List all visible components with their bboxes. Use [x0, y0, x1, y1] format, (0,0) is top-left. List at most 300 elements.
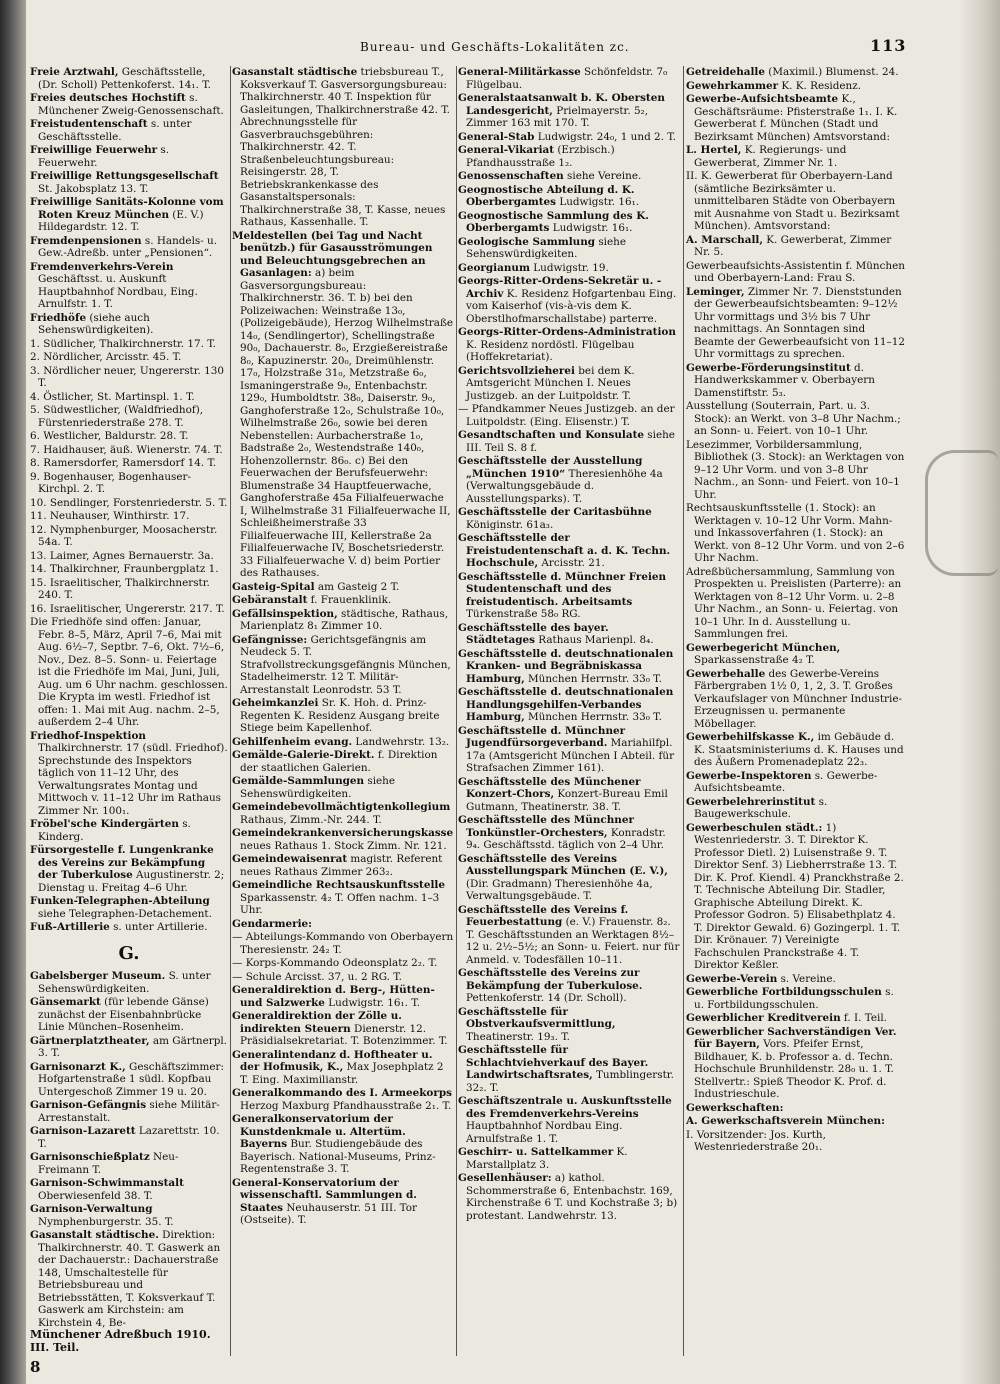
entry-heading: Geschäftsstelle d. Münchner Freien Studentenschaft und des freistudentisch. Arbeitsamts: [458, 570, 667, 608]
entry-heading: Geognostische Sammlung des K. Oberbergamts: [458, 209, 649, 234]
entry-heading: Freiwillige Sanitäts-Kolonne vom Roten Kreuz München: [30, 196, 224, 221]
entry-heading: Gewerbelehrerinstitut: [686, 795, 816, 808]
directory-entry: [458, 1172, 680, 1222]
directory-entry: [686, 986, 906, 1011]
entry-text: Arcisstr. 21.: [538, 557, 605, 569]
entry-heading: General-Vikariat: [458, 144, 555, 156]
entry-text: (e. V.) Frauenstr. 8₂. T. Geschäftsstunden an Werktagen 8½–12 u. 2½–5½; an Sonn- u. Feiert. nur für Anmeld. v. Todesfällen 10–11.: [466, 916, 680, 966]
directory-entry: [458, 66, 680, 91]
entry-text: (siehe auch Sehenswürdigkeiten).: [38, 311, 154, 336]
entry-text: (Dir. Gradmann) Theresienhöhe 4a, Verwaltungsgebäude. T.: [466, 877, 653, 902]
entry-text: s. Handels- u. Gew.-Adreßb. unter „Pensionen“.: [38, 234, 218, 259]
entry-text: siehe Sehenswürdigkeiten.: [240, 775, 396, 800]
directory-entry: [232, 775, 454, 800]
entry-heading: L. Hertel,: [686, 144, 742, 156]
entry-heading: Geologische Sammlung: [458, 235, 596, 248]
directory-entry: [458, 365, 680, 403]
entry-heading: Gemeindebevollmächtigtenkollegium: [232, 801, 451, 813]
entry-text: München Herrnstr. 33₀ T.: [524, 711, 662, 723]
entry-text: siehe Sehenswürdigkeiten.: [466, 235, 626, 260]
directory-entry: [458, 853, 680, 903]
entry-text: K., Geschäftsräume: Pfisterstraße 1₁. I. K. Gewerberat f. München (Stadt und Bezirksamt München) Amtsvorstand:: [694, 93, 898, 143]
directory-entry: [30, 1177, 228, 1202]
entry-heading: Gewerkschaften:: [686, 1101, 784, 1114]
directory-entry: [458, 1044, 680, 1094]
entry-heading: Genossenschaften: [458, 170, 564, 182]
entry-text: Schönfeldstr. 7₀ Flügelbau.: [466, 66, 668, 91]
directory-entry: [686, 1026, 906, 1101]
paper-clip: [925, 450, 998, 576]
entry-heading: Freistudentenschaft: [30, 118, 148, 130]
entry-text: s. Vereine.: [777, 972, 836, 985]
directory-entry: [458, 506, 680, 531]
entry-text: 1) Westenriederstr. 3. T. Direktor K. Professor Dietl. 2) Luisenstraße 9. T. Direktor Senf. 3) Liebherrstraße 13. T. Dir. K. Prof. Kiendl. 4) Pranckhstraße 2. T. Technische Abteilung Dir. Stadler, Graphische Abteilung Direkt. K. Professor Godron. 5) Elisabethplatz 4. T. Direktor Gewald. 6) Gozingerpl. 1. T. Dir. Krönauer. 7) Vereinigte Fachschulen Pranckstraße 4. T. Direktor Keßler.: [694, 821, 904, 971]
entry-heading: Fuß-Artillerie: [30, 921, 110, 933]
directory-entry: [30, 895, 228, 920]
entry-text: Neu-Freimann T.: [38, 1151, 179, 1176]
book-binding: [0, 0, 26, 1384]
directory-entry: [30, 524, 228, 549]
column-divider: [230, 66, 231, 1356]
entry-text: 16. Israelitischer, Ungererstr. 217. T.: [30, 602, 225, 615]
entry-heading: Gabelsberger Museum.: [30, 970, 166, 982]
entry-heading: Gehilfenheim evang.: [232, 735, 353, 748]
entry-heading: Geschäftszentrale u. Auskunftsstelle des Fremdenverkehrs-Vereins: [458, 1095, 672, 1120]
directory-entry: [686, 234, 906, 259]
entry-heading: Fröbel'sche Kindergärten: [30, 818, 179, 830]
entry-text: S. unter Sehenswürdigkeiten.: [38, 970, 211, 995]
entry-heading: Gewerbeschulen städt.:: [686, 821, 823, 834]
entry-text: — Korps-Kommando Odeonsplatz 2₂. T.: [232, 957, 438, 969]
entry-text: Oberwiesenfeld 38. T.: [38, 1189, 153, 1202]
directory-entry: [686, 1102, 906, 1115]
signature-mark: 8: [30, 1358, 41, 1376]
directory-entry: [30, 818, 228, 843]
entry-text: siehe III. Teil S. 8 f.: [466, 429, 675, 454]
directory-entry: [30, 404, 228, 429]
directory-entry: [232, 827, 454, 852]
entry-text: Ludwigstr. 19.: [529, 261, 609, 274]
entry-text: Augustinerstr. 2; Dienstag u. Freitag 4–6 Uhr.: [38, 869, 225, 894]
entry-heading: Gasanstalt städtische: [232, 66, 358, 78]
entry-text: im Gebäude d. K. Staatsministeriums d. K. Hauses und des Äußern Promenadeplatz 22₃.: [694, 731, 904, 768]
entry-text: I. Vorsitzender: Jos. Kurth, Westenriederstraße 20₁.: [686, 1128, 826, 1153]
entry-text: Tumblingerstr. 32₂. T.: [466, 1069, 674, 1094]
entry-text: München Herrnstr. 33₀ T.: [524, 672, 662, 685]
directory-entry: [686, 144, 906, 169]
entry-text: Ludwigstr. 16₁.: [549, 222, 633, 234]
directory-entry: [30, 1099, 228, 1124]
entry-text: Herzog Maxburg Pfandhausstraße 2₁. T.: [240, 1099, 452, 1112]
entry-heading: Gewerbe-Verein: [686, 972, 778, 985]
directory-entry: [30, 1203, 228, 1228]
directory-entry: [232, 697, 454, 735]
entry-heading: Gefällsinspektion,: [232, 607, 338, 620]
directory-entry: [232, 931, 454, 956]
entry-text: (Erzbisch.) Pfandhausstraße 1₂.: [466, 144, 615, 169]
entry-text: Thalkirchnerstr. 17 (südl. Friedhof). Sprechstunde des Inspektors täglich von 11–12 Uhr, des Verwaltungsrates Montag und Mittwoch v. 11–12 Uhr im Rathaus Zimmer Nr. 100₁.: [38, 742, 228, 817]
entry-heading: Gebäranstalt: [232, 594, 308, 606]
entry-text: 6. Westlicher, Baldurstr. 28. T.: [30, 430, 189, 442]
entry-text: siehe Telegraphen-Detachement.: [38, 907, 212, 920]
entry-heading: General-Militärkasse: [458, 66, 581, 78]
entry-heading: Freies deutsches Hochstift: [30, 92, 186, 104]
directory-entry: [458, 236, 680, 261]
entry-text: d. Handwerkskammer v. Oberbayern Damenstiftstr. 5₃.: [694, 361, 875, 399]
directory-entry: [232, 1010, 454, 1048]
entry-text: — Abteilungs-Kommando von Oberbayern Theresienstr. 24₂ T.: [232, 931, 454, 956]
entry-text: K. Regierungs- und Gewerberat, Zimmer Nr. 1.: [694, 144, 847, 169]
directory-entry: [30, 996, 228, 1034]
entry-heading: Gewerbe-Inspektoren: [686, 769, 812, 782]
directory-entry: [686, 502, 906, 565]
directory-entry: [458, 622, 680, 647]
directory-entry: [30, 1229, 228, 1329]
entry-text: Mariahilfpl. 17a (Amtsgericht München I Abteil. für Strafsachen Zimmer 161).: [466, 737, 675, 774]
entry-text: f. Frauenklinik.: [307, 594, 392, 606]
directory-entry: [30, 457, 228, 470]
entry-text: Neuhauserstr. 51 III. Tor (Ostseite). T.: [240, 1201, 418, 1226]
entry-heading: Gefängnisse:: [232, 633, 308, 646]
entry-heading: Gerichtsvollzieherei: [458, 364, 575, 377]
directory-entry: [458, 262, 680, 275]
entry-text: Rechtsauskunftsstelle (1. Stock): an Werktagen v. 10–12 Uhr Vorm. Mahn- und Inkassoverfahren (1. Stock): an Werkt. von 8–12 Uhr Vorm. und von 2–6 Uhr Nachm.: [686, 502, 905, 564]
entry-text: 8. Ramersdorfer, Ramersdorf 14. T.: [30, 457, 217, 469]
directory-entry: [458, 326, 680, 364]
entry-heading: Gewerbehalle: [686, 667, 766, 680]
directory-entry: [30, 92, 228, 117]
entry-text: s. Münchener Zweig-Genossenschaft.: [38, 92, 224, 117]
entry-heading: Gewerbehilfskasse K.,: [686, 731, 815, 743]
entry-heading: Freiwillige Feuerwehr: [30, 144, 158, 156]
directory-entry: [232, 1177, 454, 1227]
entry-heading: General-Stab: [458, 130, 535, 143]
directory-entry: [458, 1095, 680, 1145]
entry-text: städtische, Rathaus, Marienplatz 8₁ Zimmer 10.: [240, 607, 449, 632]
page-number: 113: [870, 36, 907, 55]
entry-text: Lazarettstr. 10. T.: [38, 1125, 220, 1150]
entry-heading: Garnison-Verwaltung: [30, 1203, 153, 1215]
directory-entry: [232, 879, 454, 917]
entry-heading: Gemälde-Galerie-Direkt.: [232, 749, 375, 761]
directory-entry: [686, 286, 906, 361]
directory-entry: [30, 170, 228, 195]
entry-heading: Generalstaatsanwalt b. K. Obersten Landesgericht,: [458, 92, 665, 117]
directory-entry: [686, 170, 906, 233]
entry-heading: Gesellenhäuser:: [458, 1172, 552, 1184]
entry-text: Geschäftszimmer: Hofgartenstraße 1 südl. Kopfbau Untergeschoß Zimmer 19 u. 20.: [38, 1060, 224, 1098]
entry-text: 15. Israelitischer, Thalkirchnerstr. 240. T.: [30, 576, 210, 601]
entry-text: Landwehrstr. 13₂.: [352, 735, 450, 748]
directory-entry: [30, 921, 228, 934]
entry-text: s. Feuerwehr.: [38, 144, 170, 169]
entry-text: Die Friedhöfe sind offen: Januar, Febr. 8–5, März, April 7–6, Mai mit Aug. 6½–7, Septbr. 7–6, Okt. 7½–6, Nov., Dez. 8–5. Sonn- u. Feiertage ist die Friedhöfe im Mai, Juni, Juli, Aug. um 6 Uhr nachm. geschlossen. Die Krypta im westl. Friedhof ist offen: 1. Mai mit Aug. nachm. 2–5, außerdem 2–4 Uhr.: [30, 616, 228, 728]
entry-text: — Schule Arcisst. 37, u. 2 RG. T.: [232, 970, 402, 983]
entry-heading: Gemeindewaisenrat: [232, 853, 348, 865]
entry-heading: Gewerblicher Kreditverein: [686, 1012, 841, 1024]
entry-text: s. Kinderg.: [38, 818, 191, 843]
entry-heading: Generalintendanz d. Hoftheater u. der Hofmusik, K.,: [232, 1048, 433, 1073]
directory-entry: [30, 430, 228, 443]
entry-text: K. K. Residenz.: [778, 79, 862, 92]
entry-text: Ausstellung (Souterrain, Part. u. 3. Stock): an Werkt. von 3–8 Uhr Nachm.; an Sonn- u. Feiert. von 10–1 Uhr.: [686, 400, 901, 437]
entry-heading: Geschäftsstelle d. deutschnationalen Handlungsgehilfen-Verbandes Hamburg,: [458, 686, 674, 723]
entry-text: 9. Bogenhauser, Bogenhauser-Kirchpl. 2. T.: [30, 470, 192, 495]
directory-entry: [458, 275, 680, 325]
column-3: [458, 66, 680, 1223]
entry-text: Geschäftsst. u. Auskunft Hauptbahnhof Nordbau, Eing. Arnulfstr. 1. T.: [38, 273, 198, 310]
entry-heading: Georgianum: [458, 261, 530, 274]
directory-entry: [686, 1115, 906, 1128]
entry-text: s. unter Geschäftsstelle.: [38, 118, 192, 143]
entry-heading: Geschäftsstelle für Obstverkaufsvermittlung,: [458, 1005, 616, 1030]
directory-entry: [30, 577, 228, 602]
entry-heading: Gendarmerie:: [232, 917, 312, 930]
entry-text: Königinstr. 61a₃.: [466, 518, 554, 531]
entry-heading: Friedhöfe: [30, 311, 87, 324]
entry-text: am Gasteig 2 T.: [314, 580, 400, 593]
directory-entry: [30, 510, 228, 523]
entry-heading: Gewerbe-Aufsichtsbeamte: [686, 93, 839, 105]
directory-entry: [30, 1151, 228, 1176]
directory-entry: [686, 822, 906, 972]
directory-entry: [232, 1113, 454, 1176]
directory-entry: [30, 471, 228, 496]
directory-entry: [232, 1087, 454, 1112]
entry-heading: Georgs-Ritter-Ordens-Sekretär u. -Archiv: [458, 275, 662, 300]
entry-text: St. Jakobsplatz 13. T.: [38, 182, 149, 195]
entry-text: s. u. Fortbildungsschulen.: [694, 986, 894, 1011]
entry-heading: Fremdenverkehrs-Verein: [30, 260, 174, 273]
directory-entry: [458, 1006, 680, 1044]
entry-text: siehe Militär-Arrestanstalt.: [38, 1099, 220, 1124]
directory-entry: [458, 776, 680, 814]
entry-heading: A. Gewerkschaftsverein München:: [686, 1115, 885, 1127]
entry-heading: Gewerblicher Sachverständigen Ver. für Bayern,: [686, 1025, 897, 1050]
entry-heading: Geognostische Abteilung d. K. Oberbergamtes: [458, 183, 635, 208]
entry-text: s. Gewerbe-Aufsichtsbeamte.: [694, 769, 878, 794]
column-4: [686, 66, 906, 1155]
directory-entry: [232, 957, 454, 970]
entry-text: Vors. Pfeifer Ernst, Bildhauer, K. b. Professor a. d. Techn. Hochschule Brunhildenstr. 28₀ u. 1. T. Stellvertr.: Spieß Theodor K. Prof. d. Industrieschule.: [694, 1038, 894, 1100]
directory-entry: [458, 455, 680, 505]
section-letter: G.: [118, 942, 140, 964]
directory-entry: [686, 400, 906, 438]
entry-text: Türkenstraße 58₀ RG.: [466, 608, 581, 620]
entry-heading: Gewerbliche Fortbildungsschulen: [686, 986, 882, 998]
directory-entry: [458, 184, 680, 209]
entry-heading: Garnison-Gefängnis: [30, 1099, 147, 1111]
entry-text: Theatinerstr. 19₃. T.: [466, 1030, 570, 1043]
entry-text: Direktion: Thalkirchnerstr. 40. T. Gaswerk an der Dachauerstr.: Dachauerstraße 148, Umschaltestelle für Betriebsbureau und Betriebsstätten, T. Koksverkauf T. Gaswerk am Kirchstein: am Kirchstein 4, Be-: [38, 1229, 221, 1329]
directory-entry: [458, 532, 680, 570]
entry-heading: Georgs-Ritter-Ordens-Administration: [458, 326, 676, 338]
entry-text: s. Baugewerkschule.: [694, 795, 828, 820]
directory-entry: [30, 144, 228, 169]
directory-entry: [232, 749, 454, 774]
entry-text: Zimmer Nr. 7. Dienststunden der Gewerbeaufsichtsbeamten: 9–12½ Uhr vormittags und 3½ bis 7 Uhr nachmittags. An Sonntagen sind Beamte der Gewerbeaufsicht von 11–12 Uhr vormittags zu sprechen.: [694, 285, 905, 360]
entry-text: 10. Sendlinger, Forstenriederstr. 5. T.: [30, 496, 228, 509]
entry-heading: Geschäftsstelle des Vereins Ausstellungspark München (E. V.),: [458, 852, 668, 877]
entry-heading: Gemälde-Sammlungen: [232, 775, 365, 787]
entry-text: Konzert-Bureau Emil Gutmann, Theatinerstr. 38. T.: [466, 788, 668, 813]
entry-text: a) kathol. Schommerstraße 6, Entenbachstr. 169, Kirchenstraße 6 T. und Kochstraße 3; b) protestant. Landwehrstr. 13.: [466, 1172, 678, 1222]
directory-entry: [686, 439, 906, 502]
entry-text: 7. Haidhauser, äuß. Wienerstr. 74. T.: [30, 443, 223, 456]
directory-entry: [686, 796, 906, 821]
entry-heading: Gewehrkammer: [686, 79, 779, 92]
directory-entry: [30, 603, 228, 616]
entry-heading: Gärtnerplatztheater,: [30, 1034, 150, 1047]
entry-text: 1. Südlicher, Thalkirchnerstr. 17. T.: [30, 337, 216, 350]
directory-entry: [232, 801, 454, 826]
entry-heading: Generaldirektion der Zölle u. indirekten Steuern: [232, 1010, 402, 1035]
entry-heading: Fürsorgestelle f. Lungenkranke des Vereins zur Bekämpfung der Tuberkulose: [30, 844, 214, 881]
entry-heading: Freie Arztwahl,: [30, 66, 119, 78]
entry-text: 3. Nördlicher neuer, Ungererstr. 130 T.: [30, 364, 224, 389]
entry-text: Ludwigstr. 16₁. T.: [324, 996, 420, 1009]
entry-text: a) beim Gasversorgungsbureau: Thalkirchnerstr. 36. T. b) bei den Polizeiwachen: Weinstraße 13₀, (Polizeigebäude), Herzog Wilhelmstraße 14₀, (Sendlingertor), Schellingstraße 90₀, Dachauerstr. 8₀, Erzgießereistraße 8₀, Kapuzinerstr. 20₀, Dreimühlenstr. 17₀, Holzstraße 31₀, Metzstraße 6₀, Ismaningerstraße 9₀, Entenbachstr. 129₀, Humboldtstr. 38₀, Daiserstr. 9₀, Ganghoferstraße 12₀, Schulstraße 10₀, Wilhelmstraße 26₀, sowie bei deren Nebenstellen: Aurbacherstraße 1₀, Badstraße 2₀, Westendstraße 140₀, Hohenzollernstr. 86₀. c) Bei den Feuerwachen der Berufsfeuerwehr: Blumenstraße 34 Hauptfeuerwache, Ganghoferstraße 45a Filialfeuerwache I, Wilhelmstraße 31 Filialfeuerwache II, Schleißheimerstraße 33 Filialfeuerwache III, Kellerstraße 2a Filialfeuerwache IV, Boschetsriederstr. 33 Filialfeuerwache V. d) beim Portier des Rathauses.: [240, 267, 454, 579]
directory-entry: [232, 918, 454, 931]
entry-heading: Leminger,: [686, 285, 745, 298]
directory-entry: [232, 1049, 454, 1087]
directory-entry: [232, 971, 454, 984]
directory-entry: [686, 668, 906, 731]
entry-text: Rathaus Marienpl. 8₄.: [534, 634, 654, 646]
entry-heading: Gewerbe-Förderungsinstitut: [686, 361, 851, 374]
entry-heading: Geschäftsstelle des Münchner Tonkünstler-Orchesters,: [458, 814, 634, 839]
directory-entry: [30, 351, 228, 364]
entry-heading: Funken-Telegraphen-Abteilung: [30, 895, 210, 907]
directory-entry: [458, 1146, 680, 1171]
directory-entry: [30, 365, 228, 390]
entry-text: Ludwigstr. 24₀, 1 und 2. T.: [534, 130, 676, 143]
entry-text: K. Gewerberat, Zimmer Nr. 5.: [694, 233, 892, 258]
directory-entry: [686, 260, 906, 285]
entry-heading: Geschäftsstelle des Münchener Konzert-Chors,: [458, 775, 641, 800]
entry-text: Gerichtsgefängnis am Neudeck 5. T. Strafvollstreckungsgefängnis München, Stadelheimerstr. 12 T. Militär-Arrestanstalt Leonrodstr. 53 T.: [240, 633, 451, 696]
entry-heading: Geschäftsstelle der Caritasbühne: [458, 506, 652, 518]
entry-text: triebsbureau T., Koksverkauf T. Gasversorgungsbureau: Thalkirchnerstr. 40 T. Inspektion für Gasleitungen, Thalkirchnerstraße 42. T. Abrechnungsstelle für Gasverbrauchsgebühren: Thalkirchnerstr. 42. T. Straßenbeleuchtungsbureau: Reisingerstr. 28, T. Betriebskrankenkasse des Gasanstaltspersonals: Thalkirchnerstraße 38, T. Kasse, neues Rathaus, Kassenhalle. T.: [240, 66, 450, 228]
directory-entry: [30, 550, 228, 563]
entry-heading: Gemeindliche Rechtsauskunftsstelle: [232, 879, 445, 891]
entry-text: Ludwigstr. 16₁.: [556, 196, 640, 208]
directory-entry: [232, 634, 454, 697]
entry-text: neues Rathaus 1. Stock Zimm. Nr. 121.: [240, 839, 447, 852]
entry-text: 5. Südwestlicher, (Waldfriedhof), Fürstenriederstraße 278. T.: [30, 404, 204, 429]
directory-entry: [30, 261, 228, 311]
column-2: [232, 66, 454, 1228]
entry-text: Dienerstr. 12. Präsidialsekretariat. T. Botenzimmer. T.: [240, 1022, 448, 1047]
directory-entry: [30, 312, 228, 337]
entry-text: 12. Nymphenburger, Moosacherstr. 54a. T.: [30, 523, 218, 548]
entry-heading: Geschirr- u. Sattelkammer: [458, 1146, 614, 1158]
entry-heading: Freiwillige Rettungsgesellschaft: [30, 170, 219, 182]
directory-entry: [232, 736, 454, 749]
directory-entry: [686, 973, 906, 986]
entry-heading: Garnisonschießplatz: [30, 1151, 150, 1163]
page-header: [30, 36, 910, 58]
entry-text: Lesezimmer, Vorbildersammlung, Bibliothek (3. Stock): an Werktagen von 9–12 Uhr Vorm. und von 3–8 Uhr Nachm., an Sonn- und Feiert. von 10–1 Uhr.: [686, 438, 905, 501]
directory-entry: [30, 235, 228, 260]
entry-text: f. Direktion der staatlichen Galerien.: [240, 749, 438, 774]
entry-text: siehe Vereine.: [563, 170, 642, 182]
entry-text: 2. Nördlicher, Arcisstr. 45. T.: [30, 351, 182, 363]
entry-text: (Maximil.) Blumenst. 24.: [765, 66, 899, 78]
directory-entry: [686, 1012, 906, 1025]
entry-heading: Geschäftsstelle d. Münchner Jugendfürsorgeverband.: [458, 724, 626, 749]
entry-heading: Geheimkanzlei: [232, 697, 319, 709]
entry-text: K. Residenz nordöstl. Flügelbau (Hoffekretariat).: [466, 338, 635, 363]
directory-entry: [458, 571, 680, 621]
directory-entry: [458, 403, 680, 428]
directory-entry: [686, 566, 906, 641]
directory-entry: [458, 144, 680, 169]
entry-heading: Geschäftsstelle des Vereins f. Feuerbestattung: [458, 903, 629, 928]
directory-entry: [30, 444, 228, 457]
directory-entry: [686, 66, 906, 79]
directory-entry: [686, 362, 906, 400]
entry-text: s. unter Artillerie.: [109, 921, 208, 933]
directory-entry: [458, 429, 680, 454]
entry-text: K. Residenz Hofgartenbau Eing. vom Kaiserhof (vis-à-vis dem K. Oberstlhofmarschallstabe) parterre.: [466, 287, 677, 325]
directory-entry: [30, 730, 228, 818]
directory-entry: [30, 1035, 228, 1060]
entry-heading: General-Konservatorium der wissenschaftl. Sammlungen d. Staates: [232, 1176, 417, 1214]
directory-entry: [458, 210, 680, 235]
entry-heading: Geschäftsstelle des Vereins zur Bekämpfung der Tuberkulose.: [458, 967, 643, 992]
entry-text: 4. Östlicher, St. Martinspl. 1. T.: [30, 390, 195, 403]
entry-text: Sparkassenstr. 4₂ T. Offen nachm. 1–3 Uhr.: [240, 891, 440, 916]
entry-text: des Gewerbe-Vereins Färbergraben 1½ 0, 1, 2, 3. T. Großes Verkaufslager von Münchner Industrie-Erzeugnissen u. permanente Möbellager.: [694, 667, 902, 730]
entry-heading: Geschäftsstelle für Schlachtviehverkauf des Bayer. Landwirtschaftsrates,: [458, 1044, 649, 1081]
directory-entry: [232, 853, 454, 878]
entry-text: K. Marstallplatz 3.: [466, 1146, 628, 1171]
entry-heading: Gemeindekrankenversicherungskasse: [232, 827, 454, 839]
entry-heading: Friedhof-Inspektion: [30, 729, 146, 742]
entry-text: bei dem K. Amtsgericht München I. Neues Justizgeb. an der Luitpoldstr. T.: [466, 364, 635, 402]
directory-entry: [30, 118, 228, 143]
directory-entry: [686, 80, 906, 93]
footer-imprint: Münchener Adreßbuch 1910. III. Teil.: [30, 1328, 211, 1354]
entry-heading: Geschäftsstelle der Ausstellung „München 1910“: [458, 455, 643, 480]
entry-text: — Pfandkammer Neues Justizgeb. an der Luitpoldstr. (Eing. Elisenstr.) T.: [458, 403, 675, 428]
column-divider: [683, 66, 684, 1356]
directory-entry: [686, 770, 906, 795]
column-1: [30, 66, 228, 1330]
entry-heading: A. Marschall,: [686, 233, 763, 246]
directory-entry: [458, 131, 680, 144]
entry-text: Gewerbeaufsichts-Assistentin f. München und Oberbayern-Land: Frau S.: [686, 259, 905, 284]
entry-text: Rathaus, Zimm.-Nr. 244. T.: [240, 813, 382, 826]
directory-entry: [30, 1125, 228, 1150]
entry-heading: Garnison-Schwimmanstalt: [30, 1177, 184, 1189]
entry-heading: Getreidehalle: [686, 66, 765, 78]
entry-text: Konradstr. 9₄. Geschäftsstd. täglich von 2–4 Uhr.: [466, 826, 666, 851]
directory-entry: [30, 391, 228, 404]
entry-text: II. K. Gewerberat für Oberbayern-Land (sämtliche Bezirksämter u. unmittelbaren Städte von Oberbayern mit Ausnahme von Stadt u. Bezirksamt München). Amtsvorstand:: [686, 170, 900, 232]
directory-entry: [30, 196, 228, 234]
entry-text: (E. V.) Hildegardstr. 12. T.: [38, 208, 204, 233]
entry-heading: Gänsemarkt: [30, 996, 101, 1008]
entry-heading: Generaldirektion d. Berg-, Hütten- und Salzwerke: [232, 984, 435, 1009]
directory-entry: [686, 93, 906, 143]
directory-entry: [30, 563, 228, 576]
entry-text: 13. Laimer, Agnes Bernauerstr. 3a.: [30, 549, 214, 562]
directory-entry: [30, 970, 228, 995]
directory-entry: [232, 984, 454, 1009]
directory-entry: [30, 66, 228, 91]
